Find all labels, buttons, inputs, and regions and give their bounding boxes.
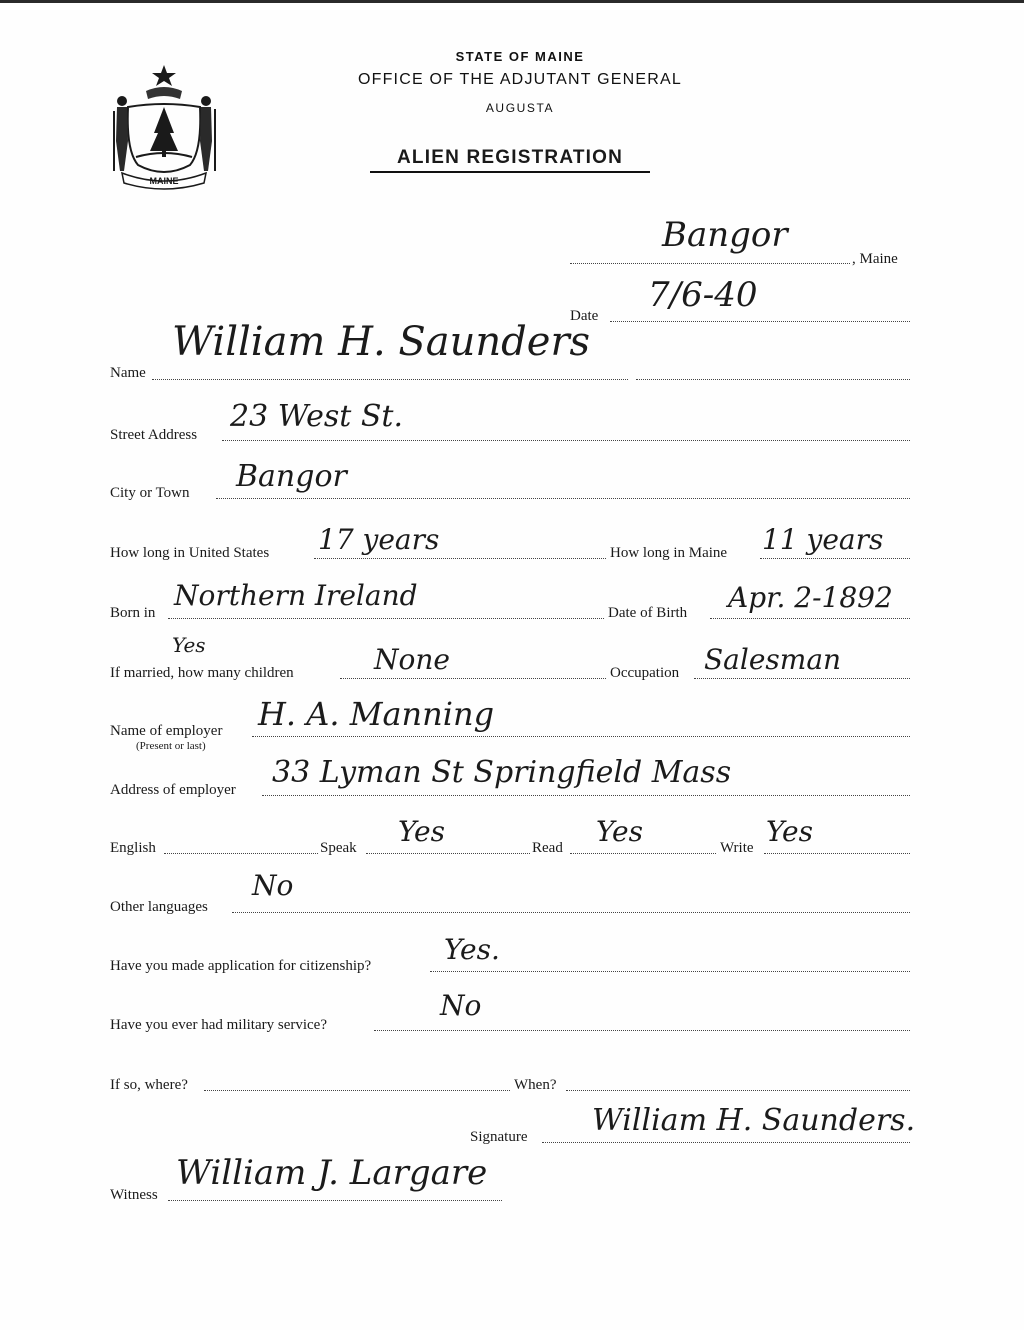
how-long-us-label: How long in United States: [110, 545, 270, 561]
signature-line: [542, 1142, 910, 1143]
city-label: City or Town: [110, 485, 190, 501]
speak-entry: Yes: [398, 815, 445, 848]
write-label: Write: [720, 840, 754, 856]
state-heading: STATE OF MAINE: [455, 49, 585, 64]
citizenship-line: [430, 971, 910, 972]
date-of-birth-label: Date of Birth: [608, 605, 688, 621]
citizenship-entry: Yes.: [444, 933, 500, 966]
children-line: [340, 678, 606, 679]
english-label: English: [110, 840, 156, 856]
date-of-birth-line: [710, 618, 910, 619]
military-label: Have you ever had military service?: [110, 1017, 327, 1033]
street-address-label: Street Address: [110, 427, 198, 443]
city-heading: AUGUSTA: [485, 101, 555, 115]
witness-label: Witness: [110, 1187, 158, 1203]
witness-entry: William J. Largare: [176, 1153, 488, 1193]
write-line: [764, 853, 910, 854]
employer-address-line: [262, 795, 910, 796]
how-long-maine-label: How long in Maine: [610, 545, 728, 561]
employer-address-label: Address of employer: [110, 782, 236, 798]
born-in-label: Born in: [110, 605, 156, 621]
military-line: [374, 1030, 910, 1031]
name-line: [152, 379, 628, 380]
maine-state-seal: [108, 61, 220, 191]
other-languages-label: Other languages: [110, 899, 208, 915]
born-in-entry: Northern Ireland: [174, 579, 418, 612]
occupation-line: [694, 678, 910, 679]
read-label: Read: [532, 840, 563, 856]
how-long-maine-line: [760, 558, 910, 559]
seal-banner-text: MAINE: [149, 176, 179, 186]
occupation-entry: Salesman: [704, 643, 842, 676]
read-line: [570, 853, 716, 854]
date-of-birth-entry: Apr. 2-1892: [728, 581, 893, 614]
when-label: When?: [514, 1077, 557, 1093]
english-line: [164, 853, 318, 854]
where-line: [204, 1090, 510, 1091]
office-heading: OFFICE OF THE ADJUTANT GENERAL: [357, 71, 683, 88]
date-line: [610, 321, 910, 322]
signature-label: Signature: [470, 1129, 528, 1145]
name-entry: William H. Saunders: [172, 319, 591, 365]
employer-name-line: [252, 736, 910, 737]
born-in-line: [168, 618, 604, 619]
name-label: Name: [110, 365, 146, 381]
married-children-label: If married, how many children: [110, 665, 294, 681]
occupation-label: Occupation: [610, 665, 680, 681]
employer-name-entry: H. A. Manning: [258, 695, 495, 733]
read-entry: Yes: [596, 815, 643, 848]
speak-label: Speak: [320, 840, 357, 856]
place-line: [570, 263, 850, 264]
write-entry: Yes: [766, 815, 813, 848]
children-entry: None: [374, 643, 450, 676]
date-label: Date: [570, 308, 599, 324]
married-entry: Yes: [172, 633, 206, 657]
military-entry: No: [440, 989, 482, 1022]
place-entry: Bangor: [662, 215, 788, 255]
signature-entry: William H. Saunders.: [592, 1103, 916, 1138]
if-so-where-label: If so, where?: [110, 1077, 188, 1093]
date-entry: 7/6-40: [648, 275, 758, 315]
street-address-entry: 23 West St.: [230, 399, 403, 434]
maine-label: , Maine: [852, 251, 898, 267]
other-languages-entry: No: [252, 869, 294, 902]
city-line: [216, 498, 910, 499]
speak-line: [366, 853, 530, 854]
how-long-us-line: [314, 558, 606, 559]
employer-name-label: Name of employer: [110, 723, 223, 739]
name-line-2: [636, 379, 910, 380]
citizenship-label: Have you made application for citizenship?: [110, 958, 372, 974]
form-title: ALIEN REGISTRATION: [370, 147, 650, 173]
when-line: [566, 1090, 910, 1091]
street-address-line: [222, 440, 910, 441]
how-long-us-entry: 17 years: [318, 523, 440, 556]
employer-address-entry: 33 Lyman St Springfield Mass: [272, 755, 732, 790]
city-entry: Bangor: [236, 459, 347, 494]
how-long-maine-entry: 11 years: [762, 523, 884, 556]
other-languages-line: [232, 912, 910, 913]
witness-line: [168, 1200, 502, 1201]
employer-note: (Present or last): [136, 740, 206, 752]
